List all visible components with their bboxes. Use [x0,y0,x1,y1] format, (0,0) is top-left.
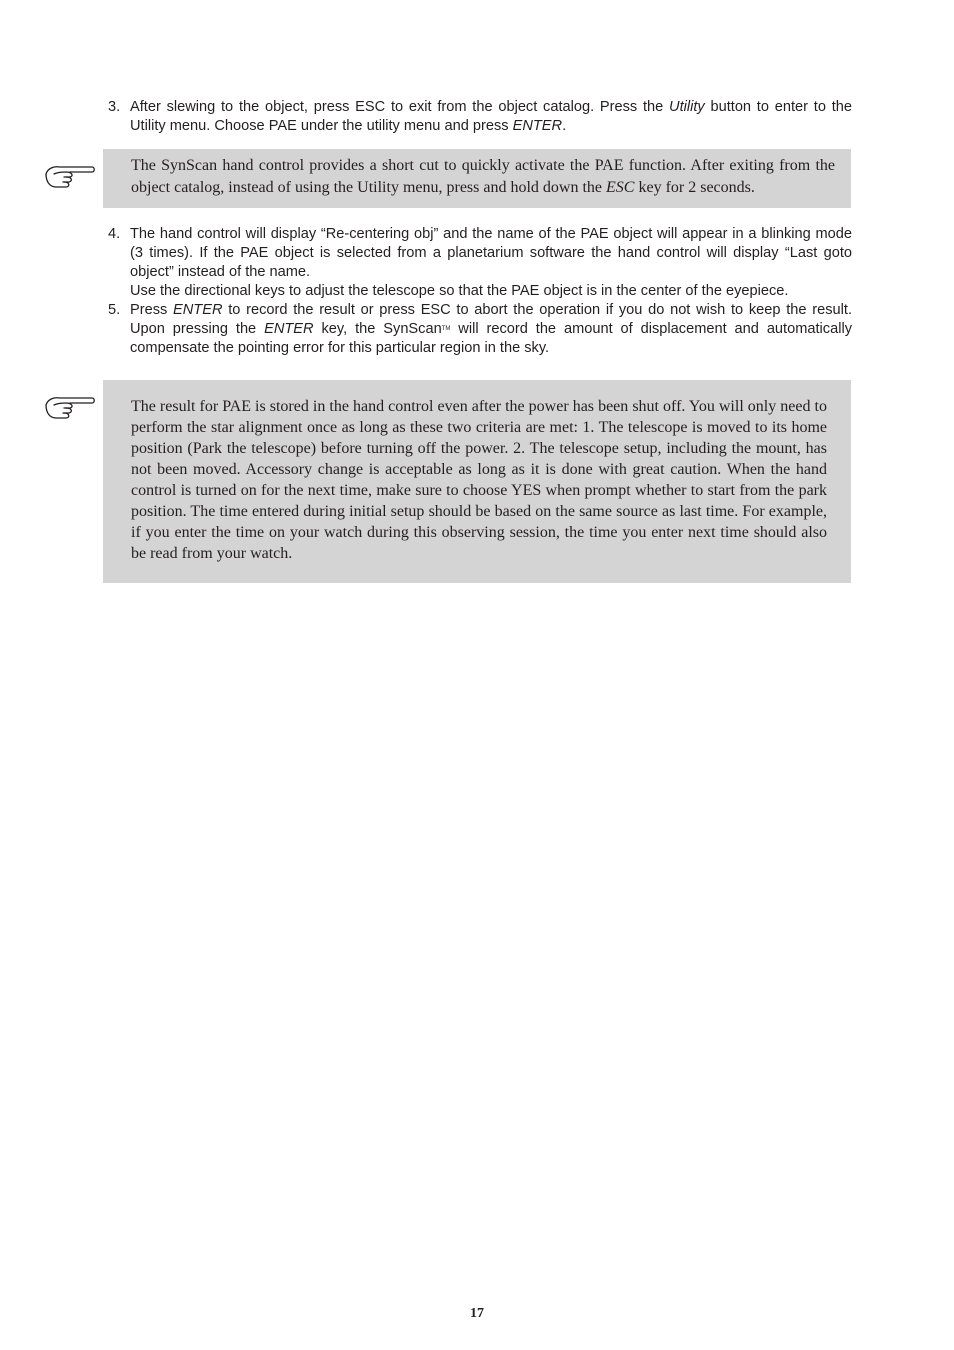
step-number: 4. [108,226,121,242]
step-text: The hand control will display “Re-centering obj” and the name of the PAE object will appear in a blinking mode (3 times). If the PAE object is selected from a planetarium software the hand control will display “Last goto object” instead of the name. [130,226,852,280]
note-box-pae-storage [103,380,851,583]
step-text-continued: Use the directional keys to adjust the telescope so that the PAE object is in the center of the eyepiece. [130,283,789,299]
note-text: The SynScan hand control provides a short cut to quickly activate the PAE function. After exiting from the object catalog, instead of using the Utility menu, press and hold down the ESC key for 2 seconds. [131,157,835,196]
note-box-shortcut [103,149,851,208]
trademark-mark: TM [441,326,451,332]
step-text: After slewing to the object, press ESC to exit from the object catalog. Press the Utility button to enter to the Utility menu. Choose PAE under the utility menu and press ENTER. [130,99,852,134]
step-text: Press ENTER to record the result or press ESC to abort the operation if you do not wish to keep the result. Upon pressing the ENTER key, the SynScan™ will record the amount of displacement and automatically compensate the pointing error for this particular region in the sky. [130,302,852,356]
step-number: 3. [108,99,121,115]
pointing-hand-icon [44,162,96,190]
step-number: 5. [108,302,121,318]
step-4 [108,225,852,301]
page-number: 17 [470,1306,484,1321]
step-5 [108,301,852,358]
pointing-hand-icon [44,393,96,421]
note-text: The result for PAE is stored in the hand control even after the power has been shut off. You will only need to perform the star alignment once as long as these two criteria are met: 1. The telescope is moved to its home position (Park the telescope) before turning off the power. 2. The telescope setup, including the mount, has not been moved. Accessory change is acceptable as long as it is done with great caution. When the hand control is turned on for the next time, make sure to choose YES when prompt whether to start from the park position. The time entered during initial setup should be based on the same source as last time. For example, if you enter the time on your watch during this observing session, the time you enter next time should also be read from your watch. [131,398,827,562]
step-3 [108,98,852,136]
